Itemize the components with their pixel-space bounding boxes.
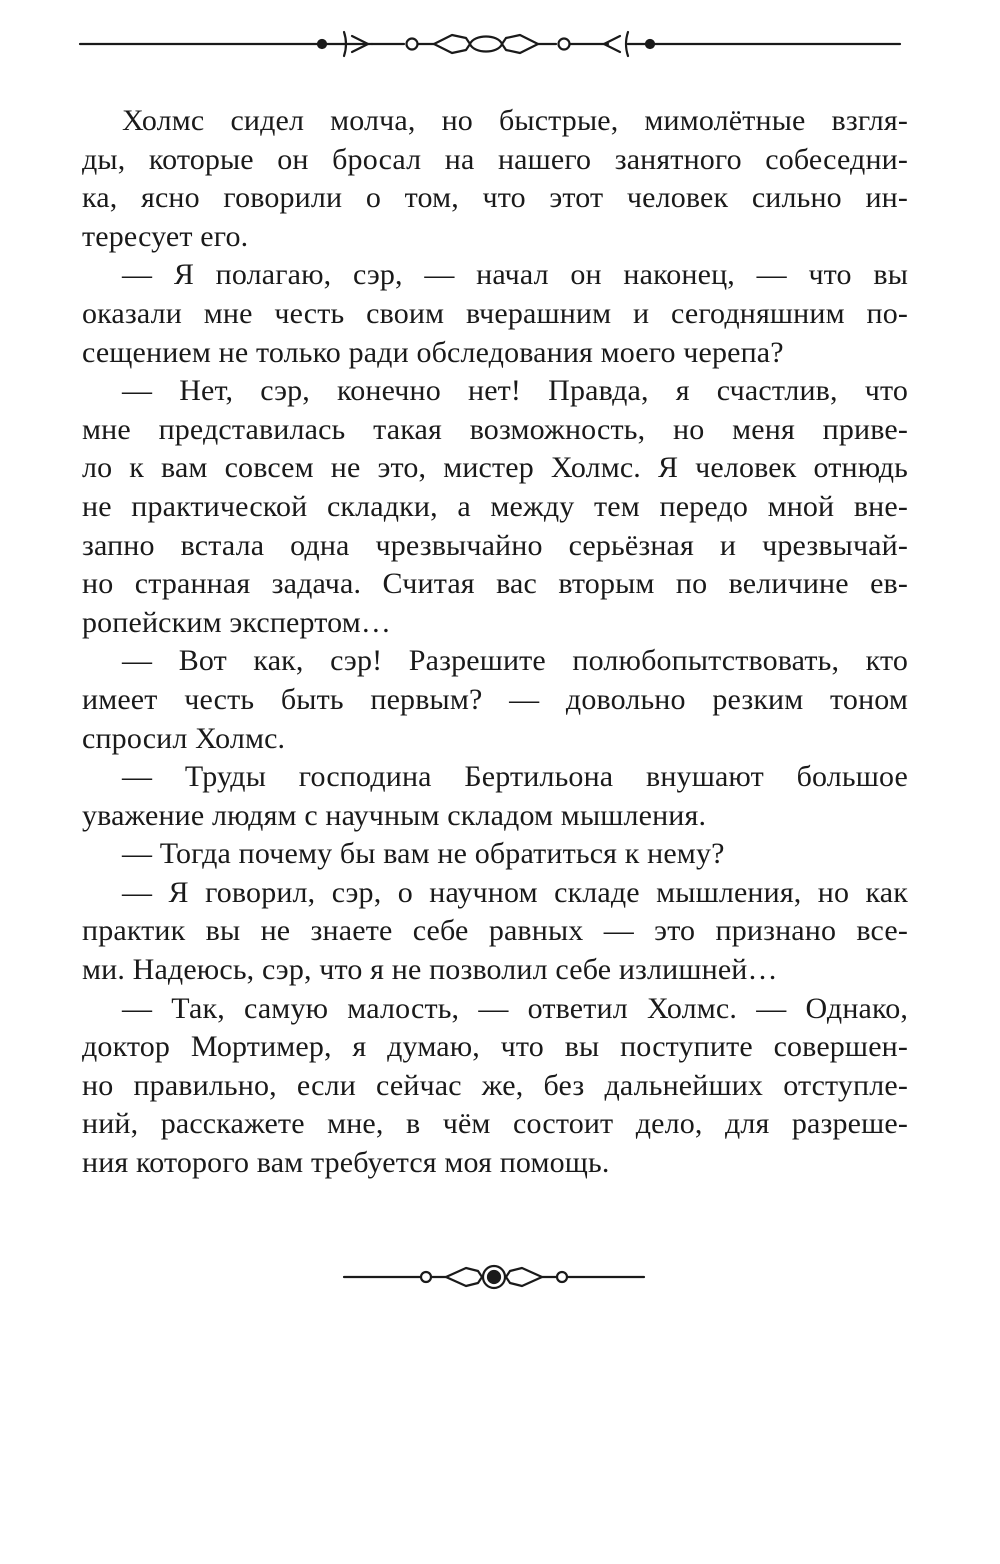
text-line: запно встала одна чрезвычайно серьёзная и чрезвычай- [82, 528, 908, 562]
text-line: — Тогда почему бы вам не обратиться к нему? [122, 837, 725, 871]
text-line: имеет честь быть первым? — довольно резким тоном [82, 682, 908, 716]
body-text [82, 102, 908, 1183]
text-line: практик вы не знаете себе равных — это признано все- [82, 914, 908, 948]
text-line: — Вот как, сэр! Разрешите полюбопытствовать, кто [122, 644, 908, 678]
text-line: — Нет, сэр, конечно нет! Правда, я счастлив, что [122, 374, 908, 408]
ornament-bottom-icon [0, 1258, 1000, 1298]
text-line: ды, которые он бросал на нашего занятного собеседни- [82, 142, 908, 176]
paragraph [82, 372, 908, 642]
text-line: ка, ясно говорили о том, что этот человек сильно ин- [82, 181, 908, 215]
paragraph [82, 874, 908, 990]
paragraph [82, 642, 908, 758]
ornament-top-icon [0, 24, 1000, 64]
paragraph [82, 102, 908, 256]
text-line: ния которого вам требуется моя помощь. [82, 1146, 610, 1180]
text-line: Холмс сидел молча, но быстрые, мимолётные взгля- [122, 104, 908, 137]
text-line: оказали мне честь своим вчерашним и сегодняшним по- [82, 296, 908, 330]
ornament-bottom [0, 1258, 1000, 1298]
text-line: но странная задача. Считая вас вторым по величине ев- [82, 567, 908, 601]
paragraph [82, 835, 908, 874]
text-line: ний, расскажете мне, в чём состоит дело, для разреше- [82, 1107, 908, 1141]
paragraph [82, 758, 908, 835]
text-line: ропейским экспертом… [82, 605, 391, 639]
paragraph [82, 256, 908, 372]
ornament-top [0, 24, 1000, 64]
text-line: спросил Холмс. [82, 721, 286, 755]
text-line: сещением не только ради обследования моего черепа? [82, 335, 784, 369]
text-line: мне представилась такая возможность, но меня приве- [82, 412, 908, 446]
text-line: но правильно, если сейчас же, без дальнейших отступле- [82, 1068, 908, 1102]
text-line: — Труды господина Бертильона внушают большое [122, 760, 908, 794]
text-line: — Так, самую малость, — ответил Холмс. — Однако, [122, 991, 908, 1025]
text-line: тересует его. [82, 219, 249, 253]
text-line: доктор Мортимер, я думаю, что вы поступите совершен- [82, 1030, 908, 1064]
text-line: ло к вам совсем не это, мистер Холмс. Я человек отнюдь [82, 451, 908, 485]
text-line: — Я говорил, сэр, о научном складе мышления, но как [122, 875, 908, 909]
text-line: не практической складки, а между тем передо мной вне- [82, 489, 908, 523]
text-line: — Я полагаю, сэр, — начал он наконец, — что вы [122, 258, 908, 292]
text-line: уважение людям с научным складом мышления. [82, 798, 707, 832]
paragraph [82, 990, 908, 1183]
text-line: ми. Надеюсь, сэр, что я не позволил себе излишней… [82, 953, 778, 987]
